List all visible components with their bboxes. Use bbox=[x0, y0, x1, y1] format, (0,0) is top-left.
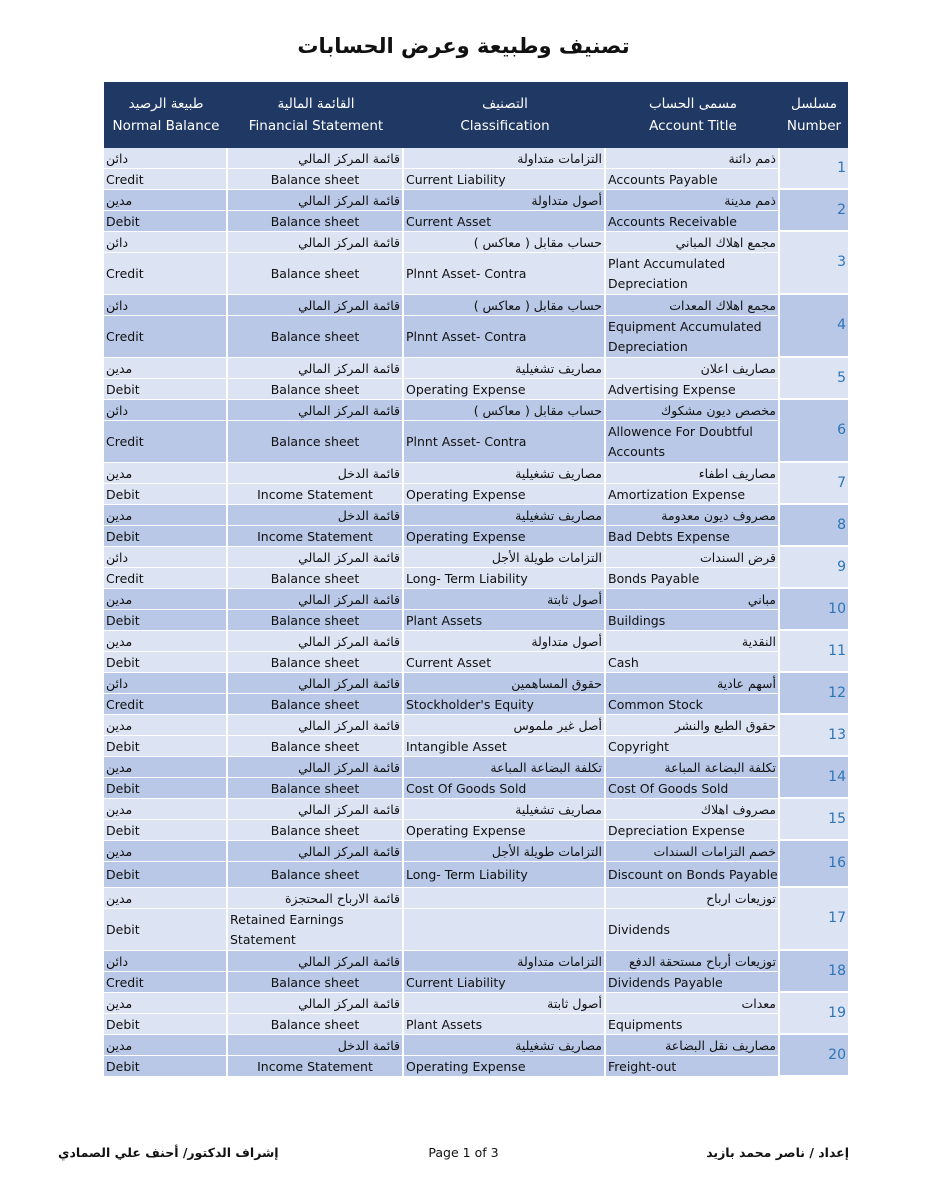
classification-en-cell: Plnnt Asset- Contra bbox=[404, 421, 606, 463]
header-account-title-en: Account Title bbox=[649, 118, 737, 134]
classification-ar-cell: حساب مقابل ( معاكس ) bbox=[404, 295, 606, 316]
normal-balance-ar-cell: مدين bbox=[104, 1035, 228, 1056]
classification-en-cell: Current Liability bbox=[404, 972, 606, 993]
table-row bbox=[104, 778, 848, 799]
row-number-cell: 11 bbox=[780, 631, 848, 673]
financial-statement-en-cell: Retained Earnings Statement bbox=[228, 909, 404, 951]
financial-statement-en-cell: Balance sheet bbox=[228, 316, 404, 358]
header-number-ar: مسلسل bbox=[790, 96, 837, 112]
normal-balance-ar-cell: مدين bbox=[104, 993, 228, 1014]
row-number-cell: 13 bbox=[780, 715, 848, 757]
classification-en-cell: Current Liability bbox=[404, 169, 606, 190]
financial-statement-ar-cell: قائمة المركز المالي bbox=[228, 295, 404, 316]
normal-balance-ar-cell: دائن bbox=[104, 232, 228, 253]
normal-balance-en-cell: Debit bbox=[104, 1014, 228, 1035]
table-row bbox=[104, 799, 848, 820]
classification-en-cell: Plnnt Asset- Contra bbox=[404, 316, 606, 358]
table-row bbox=[104, 190, 848, 211]
header-financial-statement-ar: القائمة المالية bbox=[277, 96, 355, 112]
table-row bbox=[104, 400, 848, 421]
classification-en-cell: Operating Expense bbox=[404, 379, 606, 400]
table-row bbox=[104, 148, 848, 169]
row-number-cell: 4 bbox=[780, 295, 848, 358]
table-row bbox=[104, 526, 848, 547]
financial-statement-en-cell: Income Statement bbox=[228, 484, 404, 505]
header-account-title bbox=[606, 82, 780, 148]
account-title-ar-cell: قرض السندات bbox=[606, 547, 780, 568]
row-number-cell: 6 bbox=[780, 400, 848, 463]
classification-ar-cell: مصاريف تشغيلية bbox=[404, 358, 606, 379]
classification-en-cell: Long- Term Liability bbox=[404, 862, 606, 888]
financial-statement-en-cell: Balance sheet bbox=[228, 379, 404, 400]
account-title-en-cell: Common Stock bbox=[606, 694, 780, 715]
account-title-ar-cell: مصروف ديون معدومة bbox=[606, 505, 780, 526]
row-number-cell: 14 bbox=[780, 757, 848, 799]
financial-statement-ar-cell: قائمة المركز المالي bbox=[228, 358, 404, 379]
account-title-en-cell: Cost Of Goods Sold bbox=[606, 778, 780, 799]
account-title-en-cell: Accounts Receivable bbox=[606, 211, 780, 232]
normal-balance-ar-cell: دائن bbox=[104, 547, 228, 568]
financial-statement-ar-cell: قائمة المركز المالي bbox=[228, 757, 404, 778]
financial-statement-en-cell: Balance sheet bbox=[228, 778, 404, 799]
classification-en-cell: Plnnt Asset- Contra bbox=[404, 253, 606, 295]
financial-statement-en-cell: Balance sheet bbox=[228, 820, 404, 841]
row-number-cell: 10 bbox=[780, 589, 848, 631]
row-number-cell: 15 bbox=[780, 799, 848, 841]
account-title-en-cell: Copyright bbox=[606, 736, 780, 757]
classification-ar-cell: أصول ثابتة bbox=[404, 993, 606, 1014]
account-title-en-cell: Accounts Payable bbox=[606, 169, 780, 190]
account-title-ar-cell: مباني bbox=[606, 589, 780, 610]
classification-ar-cell: التزامات طويلة الأجل bbox=[404, 841, 606, 862]
header-financial-statement-en: Financial Statement bbox=[248, 118, 384, 134]
classification-en-cell: Stockholder's Equity bbox=[404, 694, 606, 715]
financial-statement-ar-cell: قائمة المركز المالي bbox=[228, 400, 404, 421]
financial-statement-en-cell: Balance sheet bbox=[228, 211, 404, 232]
footer-page-number: Page 1 of 3 bbox=[428, 1145, 499, 1160]
account-title-en-cell: Depreciation Expense bbox=[606, 820, 780, 841]
normal-balance-en-cell: Debit bbox=[104, 862, 228, 888]
financial-statement-en-cell: Balance sheet bbox=[228, 862, 404, 888]
account-title-ar-cell: معدات bbox=[606, 993, 780, 1014]
table-row bbox=[104, 1035, 848, 1056]
normal-balance-en-cell: Debit bbox=[104, 610, 228, 631]
classification-ar-cell: التزامات متداولة bbox=[404, 951, 606, 972]
table-row bbox=[104, 820, 848, 841]
classification-en-cell: Current Asset bbox=[404, 211, 606, 232]
classification-ar-cell: التزامات متداولة bbox=[404, 148, 606, 169]
financial-statement-en-cell: Balance sheet bbox=[228, 568, 404, 589]
financial-statement-ar-cell: قائمة المركز المالي bbox=[228, 631, 404, 652]
classification-ar-cell: حقوق المساهمين bbox=[404, 673, 606, 694]
table-row bbox=[104, 505, 848, 526]
table-row bbox=[104, 972, 848, 993]
normal-balance-en-cell: Credit bbox=[104, 253, 228, 295]
normal-balance-en-cell: Debit bbox=[104, 379, 228, 400]
account-title-ar-cell: ذمم مدينة bbox=[606, 190, 780, 211]
header-normal-balance-ar: طبيعة الرصيد bbox=[128, 96, 204, 112]
classification-ar-cell: تكلفة البضاعة المباعة bbox=[404, 757, 606, 778]
row-number-cell: 19 bbox=[780, 993, 848, 1035]
table-row bbox=[104, 1056, 848, 1077]
financial-statement-ar-cell: قائمة المركز المالي bbox=[228, 841, 404, 862]
account-title-ar-cell: تكلفة البضاعة المباعة bbox=[606, 757, 780, 778]
table-body bbox=[104, 148, 848, 1077]
account-title-en-cell: Freight-out bbox=[606, 1056, 780, 1077]
account-title-en-cell: Advertising Expense bbox=[606, 379, 780, 400]
table-row bbox=[104, 484, 848, 505]
financial-statement-ar-cell: قائمة المركز المالي bbox=[228, 673, 404, 694]
account-title-ar-cell: توزيعات ارباح bbox=[606, 888, 780, 909]
financial-statement-en-cell: Balance sheet bbox=[228, 1014, 404, 1035]
normal-balance-ar-cell: مدين bbox=[104, 589, 228, 610]
classification-ar-cell: أصل غير ملموس bbox=[404, 715, 606, 736]
financial-statement-en-cell: Income Statement bbox=[228, 526, 404, 547]
row-number-cell: 5 bbox=[780, 358, 848, 400]
classification-en-cell: Current Asset bbox=[404, 652, 606, 673]
classification-en-cell: Operating Expense bbox=[404, 1056, 606, 1077]
account-title-ar-cell: أسهم عادية bbox=[606, 673, 780, 694]
financial-statement-en-cell: Balance sheet bbox=[228, 610, 404, 631]
accounts-table bbox=[104, 82, 848, 1077]
header-financial-statement bbox=[228, 82, 404, 148]
table-row bbox=[104, 715, 848, 736]
normal-balance-en-cell: Debit bbox=[104, 1056, 228, 1077]
table-row bbox=[104, 547, 848, 568]
normal-balance-en-cell: Debit bbox=[104, 484, 228, 505]
account-title-ar-cell: مخصص ديون مشكوك bbox=[606, 400, 780, 421]
financial-statement-ar-cell: قائمة الدخل bbox=[228, 463, 404, 484]
table-row bbox=[104, 253, 848, 295]
table-row bbox=[104, 993, 848, 1014]
normal-balance-en-cell: Debit bbox=[104, 736, 228, 757]
classification-en-cell: Operating Expense bbox=[404, 526, 606, 547]
table-row bbox=[104, 358, 848, 379]
table-row bbox=[104, 652, 848, 673]
financial-statement-en-cell: Balance sheet bbox=[228, 253, 404, 295]
account-title-en-cell: Bonds Payable bbox=[606, 568, 780, 589]
page-title: تصنيف وطبيعة وعرض الحسابات bbox=[297, 34, 630, 58]
account-title-en-cell: Allowence For Doubtful Accounts bbox=[606, 421, 780, 463]
account-title-en-cell: Dividends bbox=[606, 909, 780, 951]
financial-statement-ar-cell: قائمة المركز المالي bbox=[228, 232, 404, 253]
normal-balance-en-cell: Debit bbox=[104, 778, 228, 799]
account-title-ar-cell: النقدية bbox=[606, 631, 780, 652]
classification-ar-cell: أصول متداولة bbox=[404, 190, 606, 211]
normal-balance-en-cell: Debit bbox=[104, 652, 228, 673]
row-number-cell: 17 bbox=[780, 888, 848, 951]
table-row bbox=[104, 631, 848, 652]
account-title-ar-cell: توزيعات أرباح مستحقة الدفع bbox=[606, 951, 780, 972]
normal-balance-ar-cell: مدين bbox=[104, 505, 228, 526]
normal-balance-ar-cell: مدين bbox=[104, 631, 228, 652]
financial-statement-en-cell: Balance sheet bbox=[228, 421, 404, 463]
financial-statement-en-cell: Balance sheet bbox=[228, 972, 404, 993]
normal-balance-ar-cell: دائن bbox=[104, 951, 228, 972]
classification-en-cell: Operating Expense bbox=[404, 484, 606, 505]
normal-balance-ar-cell: دائن bbox=[104, 295, 228, 316]
table-row bbox=[104, 568, 848, 589]
table-row bbox=[104, 421, 848, 463]
header-classification bbox=[404, 82, 606, 148]
financial-statement-ar-cell: قائمة المركز المالي bbox=[228, 993, 404, 1014]
header-classification-en: Classification bbox=[460, 118, 550, 134]
row-number-cell: 9 bbox=[780, 547, 848, 589]
financial-statement-ar-cell: قائمة المركز المالي bbox=[228, 547, 404, 568]
normal-balance-ar-cell: مدين bbox=[104, 799, 228, 820]
account-title-ar-cell: ذمم دائنة bbox=[606, 148, 780, 169]
normal-balance-ar-cell: دائن bbox=[104, 400, 228, 421]
table-row bbox=[104, 610, 848, 631]
normal-balance-en-cell: Debit bbox=[104, 526, 228, 547]
classification-ar-cell: حساب مقابل ( معاكس ) bbox=[404, 232, 606, 253]
classification-ar-cell: مصاريف تشغيلية bbox=[404, 1035, 606, 1056]
normal-balance-en-cell: Credit bbox=[104, 421, 228, 463]
table-row bbox=[104, 463, 848, 484]
normal-balance-ar-cell: مدين bbox=[104, 841, 228, 862]
classification-ar-cell: أصول ثابتة bbox=[404, 589, 606, 610]
normal-balance-en-cell: Credit bbox=[104, 169, 228, 190]
account-title-ar-cell: مجمع اهلاك المعدات bbox=[606, 295, 780, 316]
financial-statement-en-cell: Income Statement bbox=[228, 1056, 404, 1077]
account-title-ar-cell: مصروف اهلاك bbox=[606, 799, 780, 820]
row-number-cell: 18 bbox=[780, 951, 848, 993]
table-row bbox=[104, 169, 848, 190]
classification-en-cell: Plant Assets bbox=[404, 1014, 606, 1035]
account-title-en-cell: Discount on Bonds Payable bbox=[606, 862, 780, 888]
account-title-ar-cell: حقوق الطبع والنشر bbox=[606, 715, 780, 736]
classification-en-cell: Plant Assets bbox=[404, 610, 606, 631]
row-number-cell: 20 bbox=[780, 1035, 848, 1077]
classification-ar-cell: مصاريف تشغيلية bbox=[404, 799, 606, 820]
financial-statement-en-cell: Balance sheet bbox=[228, 652, 404, 673]
classification-en-cell: Operating Expense bbox=[404, 820, 606, 841]
table-row bbox=[104, 694, 848, 715]
financial-statement-en-cell: Balance sheet bbox=[228, 736, 404, 757]
normal-balance-en-cell: Credit bbox=[104, 568, 228, 589]
financial-statement-ar-cell: قائمة الدخل bbox=[228, 1035, 404, 1056]
table-row bbox=[104, 757, 848, 778]
financial-statement-ar-cell: قائمة المركز المالي bbox=[228, 190, 404, 211]
classification-en-cell bbox=[404, 909, 606, 951]
classification-ar-cell: مصاريف تشغيلية bbox=[404, 505, 606, 526]
row-number-cell: 2 bbox=[780, 190, 848, 232]
normal-balance-ar-cell: مدين bbox=[104, 358, 228, 379]
account-title-en-cell: Equipments bbox=[606, 1014, 780, 1035]
financial-statement-ar-cell: قائمة المركز المالي bbox=[228, 715, 404, 736]
header-normal-balance bbox=[104, 82, 228, 148]
header-account-title-ar: مسمى الحساب bbox=[648, 96, 738, 112]
classification-en-cell: Cost Of Goods Sold bbox=[404, 778, 606, 799]
header-classification-ar: التصنيف bbox=[482, 96, 528, 112]
row-number-cell: 1 bbox=[780, 148, 848, 190]
account-title-en-cell: Equipment Accumulated Depreciation bbox=[606, 316, 780, 358]
header-number bbox=[780, 82, 848, 148]
table-header-row bbox=[104, 82, 848, 148]
account-title-en-cell: Dividends Payable bbox=[606, 972, 780, 993]
account-title-en-cell: Cash bbox=[606, 652, 780, 673]
footer-prepared-by: إعداد / ناصر محمد بازيد bbox=[706, 1145, 849, 1160]
normal-balance-en-cell: Credit bbox=[104, 972, 228, 993]
table-row bbox=[104, 295, 848, 316]
table-row bbox=[104, 589, 848, 610]
classification-ar-cell bbox=[404, 888, 606, 909]
table-row bbox=[104, 888, 848, 909]
classification-ar-cell: مصاريف تشغيلية bbox=[404, 463, 606, 484]
financial-statement-ar-cell: قائمة المركز المالي bbox=[228, 589, 404, 610]
normal-balance-en-cell: Debit bbox=[104, 820, 228, 841]
row-number-cell: 8 bbox=[780, 505, 848, 547]
financial-statement-ar-cell: قائمة المركز المالي bbox=[228, 148, 404, 169]
account-title-ar-cell: مصاريف اعلان bbox=[606, 358, 780, 379]
row-number-cell: 12 bbox=[780, 673, 848, 715]
classification-ar-cell: حساب مقابل ( معاكس ) bbox=[404, 400, 606, 421]
table-row bbox=[104, 232, 848, 253]
table-row bbox=[104, 211, 848, 232]
table-row bbox=[104, 316, 848, 358]
account-title-ar-cell: خصم التزامات السندات bbox=[606, 841, 780, 862]
normal-balance-en-cell: Debit bbox=[104, 211, 228, 232]
normal-balance-ar-cell: مدين bbox=[104, 463, 228, 484]
table-row bbox=[104, 673, 848, 694]
normal-balance-ar-cell: دائن bbox=[104, 148, 228, 169]
row-number-cell: 7 bbox=[780, 463, 848, 505]
table-row bbox=[104, 841, 848, 862]
financial-statement-en-cell: Balance sheet bbox=[228, 694, 404, 715]
account-title-en-cell: Bad Debts Expense bbox=[606, 526, 780, 547]
financial-statement-en-cell: Balance sheet bbox=[228, 169, 404, 190]
financial-statement-ar-cell: قائمة الدخل bbox=[228, 505, 404, 526]
header-normal-balance-en: Normal Balance bbox=[112, 118, 220, 134]
table-row bbox=[104, 1014, 848, 1035]
classification-en-cell: Long- Term Liability bbox=[404, 568, 606, 589]
table-row bbox=[104, 379, 848, 400]
normal-balance-ar-cell: مدين bbox=[104, 888, 228, 909]
financial-statement-ar-cell: قائمة الارباح المحتجزة bbox=[228, 888, 404, 909]
normal-balance-ar-cell: مدين bbox=[104, 715, 228, 736]
footer-supervisor: إشراف الدكتور/ أحنف علي الصمادي bbox=[58, 1145, 279, 1160]
classification-ar-cell: أصول متداولة bbox=[404, 631, 606, 652]
normal-balance-ar-cell: مدين bbox=[104, 190, 228, 211]
financial-statement-ar-cell: قائمة المركز المالي bbox=[228, 951, 404, 972]
table-row bbox=[104, 909, 848, 951]
classification-ar-cell: التزامات طويلة الأجل bbox=[404, 547, 606, 568]
row-number-cell: 16 bbox=[780, 841, 848, 888]
account-title-ar-cell: مصاريف نقل البضاعة bbox=[606, 1035, 780, 1056]
table-row bbox=[104, 951, 848, 972]
row-number-cell: 3 bbox=[780, 232, 848, 295]
normal-balance-en-cell: Credit bbox=[104, 694, 228, 715]
account-title-en-cell: Amortization Expense bbox=[606, 484, 780, 505]
table-row bbox=[104, 862, 848, 888]
account-title-en-cell: Buildings bbox=[606, 610, 780, 631]
account-title-ar-cell: مصاريف اطفاء bbox=[606, 463, 780, 484]
header-number-en: Number bbox=[786, 118, 842, 134]
classification-en-cell: Intangible Asset bbox=[404, 736, 606, 757]
normal-balance-en-cell: Debit bbox=[104, 909, 228, 951]
table-row bbox=[104, 736, 848, 757]
financial-statement-ar-cell: قائمة المركز المالي bbox=[228, 799, 404, 820]
account-title-ar-cell: مجمع اهلاك المباني bbox=[606, 232, 780, 253]
normal-balance-en-cell: Credit bbox=[104, 316, 228, 358]
account-title-en-cell: Plant Accumulated Depreciation bbox=[606, 253, 780, 295]
normal-balance-ar-cell: دائن bbox=[104, 673, 228, 694]
normal-balance-ar-cell: مدين bbox=[104, 757, 228, 778]
